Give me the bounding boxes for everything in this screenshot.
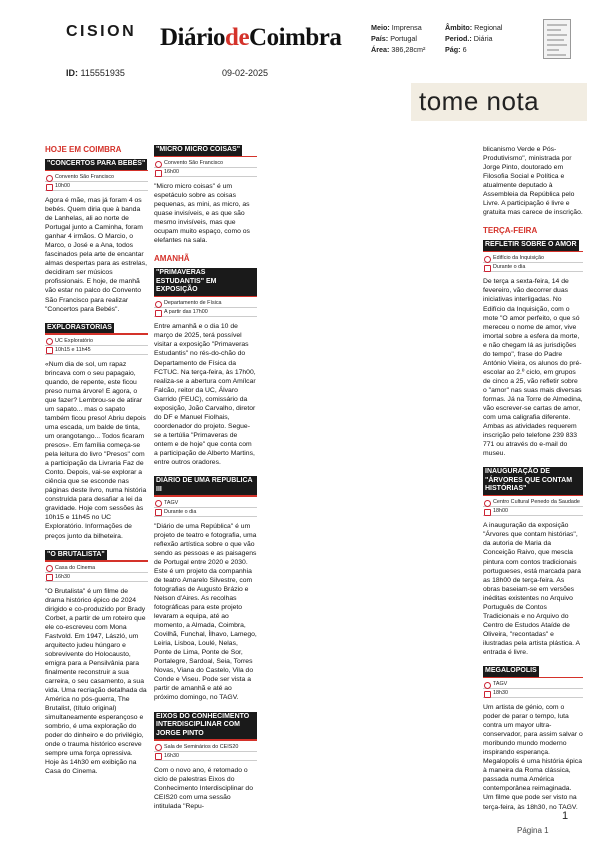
title-rule	[154, 739, 257, 741]
article-body: De terça a sexta-feira, 14 de fevereiro, vão decorrer duas iniciativas interligadas. No Edifício da Inquisição, com o mote "O amor perfeito, o que só mereceu o nome de amor, vive imortal sobre a esfera da morte, e não chegam lá as jurisdições do tempo", frase do Padre António Vieira, os alunos do pré-escolar ao 2.º ciclo, em grupos de cinco a 25, vão refletir sobre o "amor" nas suas mais diversas formas. Já na Torre de Almedina, vão escrever-se cartas de amor, com uma caligrafia diferente. Ambas as atividades requerem inscrição pelo telefone 239 833 771 ou através do e-mail do museu.	[483, 278, 583, 458]
cision-logo: CISION	[66, 23, 137, 40]
page-number: 1	[562, 810, 569, 822]
tome-nota-banner	[411, 83, 587, 121]
title-rule	[154, 495, 257, 497]
title-rule	[154, 296, 257, 298]
id-value: 115551935	[80, 68, 125, 78]
time-info	[483, 689, 583, 698]
time-info	[154, 508, 257, 517]
article-body: "Micro micro coisas" é um espetáculo sobre as coisas pequenas, as mini, as micro, as quase invisíveis, e as que são mesmo invisíveis, mas que ocupam muito espaço, como os elefantes na sala.	[154, 183, 250, 245]
location-text: Sala de Seminários do CEIS20	[164, 743, 239, 750]
ambito-label: Âmbito:	[445, 23, 473, 32]
title-rule	[483, 495, 583, 497]
location-info	[483, 680, 583, 689]
pag-value: 6	[462, 45, 467, 55]
article-body: Entre amanhã e o dia 10 de março de 2025, terá possível visitar a exposição "Primaveras Estudantis" no rés-do-chão do Departamento de Física da FCTUC. Na terça-feira, às 17h00, realiza-se a abertura com Amílcar Falcão, reitor da UC, Álvaro Garrido (FEUC), comissário da exposição, João Carvalho, diretor do DF e Manuel Fiolhais, coordenador do projeto. Segue-se a tertúlia "Primaveras de ontem e de hoje" que conta com a participação de Alberto Martins, entre outros oradores.	[154, 323, 256, 467]
page-label: Página 1	[517, 826, 549, 835]
time-text: Durante o dia	[164, 508, 197, 515]
article-title: DIÁRIO DE UMA REPÚBLICA III	[154, 476, 257, 495]
section-hoje: HOJE EM COIMBRA	[45, 145, 122, 154]
meio-value: Imprensa	[391, 23, 422, 32]
location-info	[154, 159, 257, 168]
article-body: «Num dia de sol, um rapaz brincava com o seu papagaio, quando, de repente, este ficou preso numa árvore! E agora, o que fazer? Lembrou-se de atirar um sapato... mas o sapato também ficou preso! Abriu depois uma escada, um balde de tinta, um orangotango... Todos ficaram presos». Em família começa-se pela leitura do livro "Presos" com a participação da Livraria Faz de Conto. Depois, vai-se explorar a ciência que se esconde nas páginas deste livro, numa história construída para desafiar a lei da gravidade. Hoje com sessões às 10h15 e 11h45 no UC Exploratório. Informações de preços junto da bilheteira.	[45, 360, 147, 540]
area-value: 386,28cm²	[391, 45, 426, 55]
article-title: "PRIMAVERAS ESTUDANTIS" EM EXPOSIÇÃO	[154, 268, 257, 296]
title-rule	[483, 677, 583, 679]
title-rule	[483, 251, 583, 253]
time-info	[483, 263, 583, 272]
logo-part-1: Diário	[160, 24, 226, 51]
id-label: ID:	[66, 68, 78, 78]
location-text: TAGV	[493, 681, 508, 688]
meta-right	[445, 22, 503, 56]
location-info	[483, 498, 583, 507]
location-text: Edifício da Inquisição	[493, 255, 544, 262]
logo-part-2: de	[225, 24, 250, 51]
article-body: Com o novo ano, é retomado o ciclo de palestras Eixos do Conhecimento Interdisciplinar do CEIS20 com uma sessão intitulada "Repu-	[154, 766, 253, 810]
article-body: A inauguração da exposição "Árvores que contam histórias", da autoria de Maria da Conceição Raivo, que mescla pintura com contos tradicionais portugueses, está marcada para as 18h00 de terça-feira. As obras baseiam-se em versões inéditas existentes no Arquivo Português de Contos Tradicionais e no Arquivo do Centro de Estudos Ataíde de Oliveira, "recontadas" e ilustradas pela artista plástica. A entrada é livre.	[483, 522, 581, 656]
article-title: INAUGURAÇÃO DE "ÁRVORES QUE CONTAM HISTÓRIAS"	[483, 467, 583, 495]
location-text: TAGV	[164, 499, 179, 506]
article-body: Agora é mãe, mas já foram 4 os bebés. Quem diria que à banda de Lanhelas, ali ao norte de Portugal junto a Caminha, foram ganhar 4 irmãos. O Marcio, o Marco, o José e a Ana, todos fascinados pela arte de encantar almas despertas para as estrelas, decidiram ser músicos profissionais. E hoje, de manhã vão estar no palco do Convento São Francisco para realizar "Concertos para Bebés".	[45, 197, 148, 313]
tome-nota-title: tome nota	[419, 86, 540, 116]
time-text: 16h30	[164, 752, 179, 759]
page-thumbnail	[543, 19, 571, 59]
location-text: Convento São Francisco	[55, 174, 115, 180]
article-body-continued: blicanismo Verde e Pós-Produtivismo", ministrada por Jorge Pinto, doutorado em Filosofia Social e Política e atualmente deputado à Assembleia da República pelo Livre. A participação é livre e gratuita mas carece de inscrição.	[483, 146, 583, 217]
time-text: 10h00	[55, 183, 70, 189]
time-info	[45, 346, 148, 355]
period-value: Diária	[473, 34, 493, 44]
article-title: EIXOS DO CONHECIMENTO INTERDISCIPLINAR COM JORGE PINTO	[154, 712, 257, 740]
location-info	[154, 743, 257, 752]
newspaper-logo	[160, 24, 341, 52]
time-text: 10h15 e 11h45	[55, 346, 91, 353]
location-info	[154, 499, 257, 508]
time-text: A partir das 17h00	[164, 309, 208, 316]
meio-label: Meio:	[371, 23, 390, 32]
time-text: 18h30	[493, 690, 508, 697]
clip-date: 09-02-2025	[222, 68, 269, 78]
column-1	[45, 145, 148, 786]
pais-label: País:	[371, 34, 389, 44]
title-rule	[45, 170, 148, 172]
location-text: Departamento de Física	[164, 300, 222, 307]
time-info	[483, 507, 583, 516]
location-info	[45, 337, 148, 346]
section-terca: TERÇA-FEIRA	[483, 226, 538, 236]
meta-left	[371, 22, 425, 56]
location-info	[45, 173, 148, 182]
time-text: 16h00	[164, 169, 179, 175]
column-2	[154, 145, 257, 820]
article-body: "Diário de uma República" é um projeto de teatro e fotografia, uma reflexão artística sobre o que vão sendo as pessoas e as paisagens de Portugal entre 2020 e 2030. Este é um projeto da companhia de teatro Amarelo Silvestre, com fotografias de Augusto Brázio e Nelson d'Aires. As recolhas fotográficas para este projeto levaram a equipa, até ao momento, a Almada, Coimbra, Covilhã, Funchal, Ílhavo, Lamego, Leiria, Lisboa, Loulé, Nelas, Ponte de Lima, Ponte de Sor, Portalegre, Sardoal, Seia, Torres Novas, Viana do Castelo, Vila do Conde e Viseu. Pode ser vista a partir de amanhã e até ao próximo domingo, no TAGV.	[154, 522, 257, 702]
article-body: Um artista de génio, com o poder de parar o tempo, luta contra um mayor ultra-conservador, para assim salvar o moribundo mundo moderno inspirando esperança. Megalopolis é uma história épica à maneira da Roma clássica, passada numa América contemporânea reimaginada. Um filme que pode ser visto na terça-feira, às 18h30, no TAGV.	[483, 704, 583, 811]
article-title: MEGALOPOLIS	[483, 666, 539, 677]
time-text: 16h30	[55, 573, 70, 580]
location-info	[45, 564, 148, 573]
location-info	[154, 299, 257, 308]
ambito-value: Regional	[474, 23, 503, 32]
article-title: "CONCERTOS PARA BEBÉS"	[45, 159, 147, 170]
clip-id	[66, 68, 125, 78]
location-text: Casa do Cinema	[55, 564, 96, 571]
time-info	[154, 168, 257, 177]
location-info	[483, 254, 583, 263]
logo-part-3: Coimbra	[249, 24, 342, 51]
location-text: Convento São Francisco	[164, 160, 224, 166]
article-body: "O Brutalista" é um filme de drama histórico épico de 2024 dirigido e co-produzido por Brady Corbet, a partir de um roteiro que ele co-escreveu com Mona Fastvold. Em 1947, László, um arquitecto judeu húngaro e sobrevivente do Holocausto, emigra para a Pensilvânia para finalmente reconstruir a sua carreira, o seu casamento, a sua vida. Uma recriação detalhada da América no pós-guerra, The Brutalist, (título original) simultaneamente esperançoso e sombrio, é uma exploração do poder do dinheiro e do privilégio, onde o trauma histórico escreve sempre uma força opressiva. Hoje às 14h30 em exibição na Casa do Cinema.	[45, 587, 147, 776]
time-info	[45, 573, 148, 582]
article-title: "O BRUTALISTA"	[45, 550, 107, 561]
column-3	[483, 145, 583, 821]
title-rule	[45, 560, 148, 562]
article-title: "MICRO MICRO COISAS"	[154, 145, 242, 156]
title-rule	[154, 156, 257, 158]
area-label: Área:	[371, 45, 390, 55]
pais-value: Portugal	[390, 34, 417, 44]
location-text: Centro Cultural Penedo da Saudade	[493, 499, 580, 506]
time-info	[154, 752, 257, 761]
location-text: UC Exploratório	[55, 337, 94, 344]
time-text: Durante o dia	[493, 264, 526, 271]
title-rule	[45, 333, 148, 335]
time-info	[45, 182, 148, 191]
article-title: REFLETIR SOBRE O AMOR	[483, 240, 579, 251]
time-text: 18h00	[493, 508, 508, 515]
pag-label: Pág:	[445, 45, 461, 55]
article-title: EXPLORASTÓRIAS	[45, 323, 114, 334]
time-info	[154, 308, 257, 317]
period-label: Period.:	[445, 34, 472, 44]
section-amanha: AMANHÃ	[154, 254, 190, 264]
